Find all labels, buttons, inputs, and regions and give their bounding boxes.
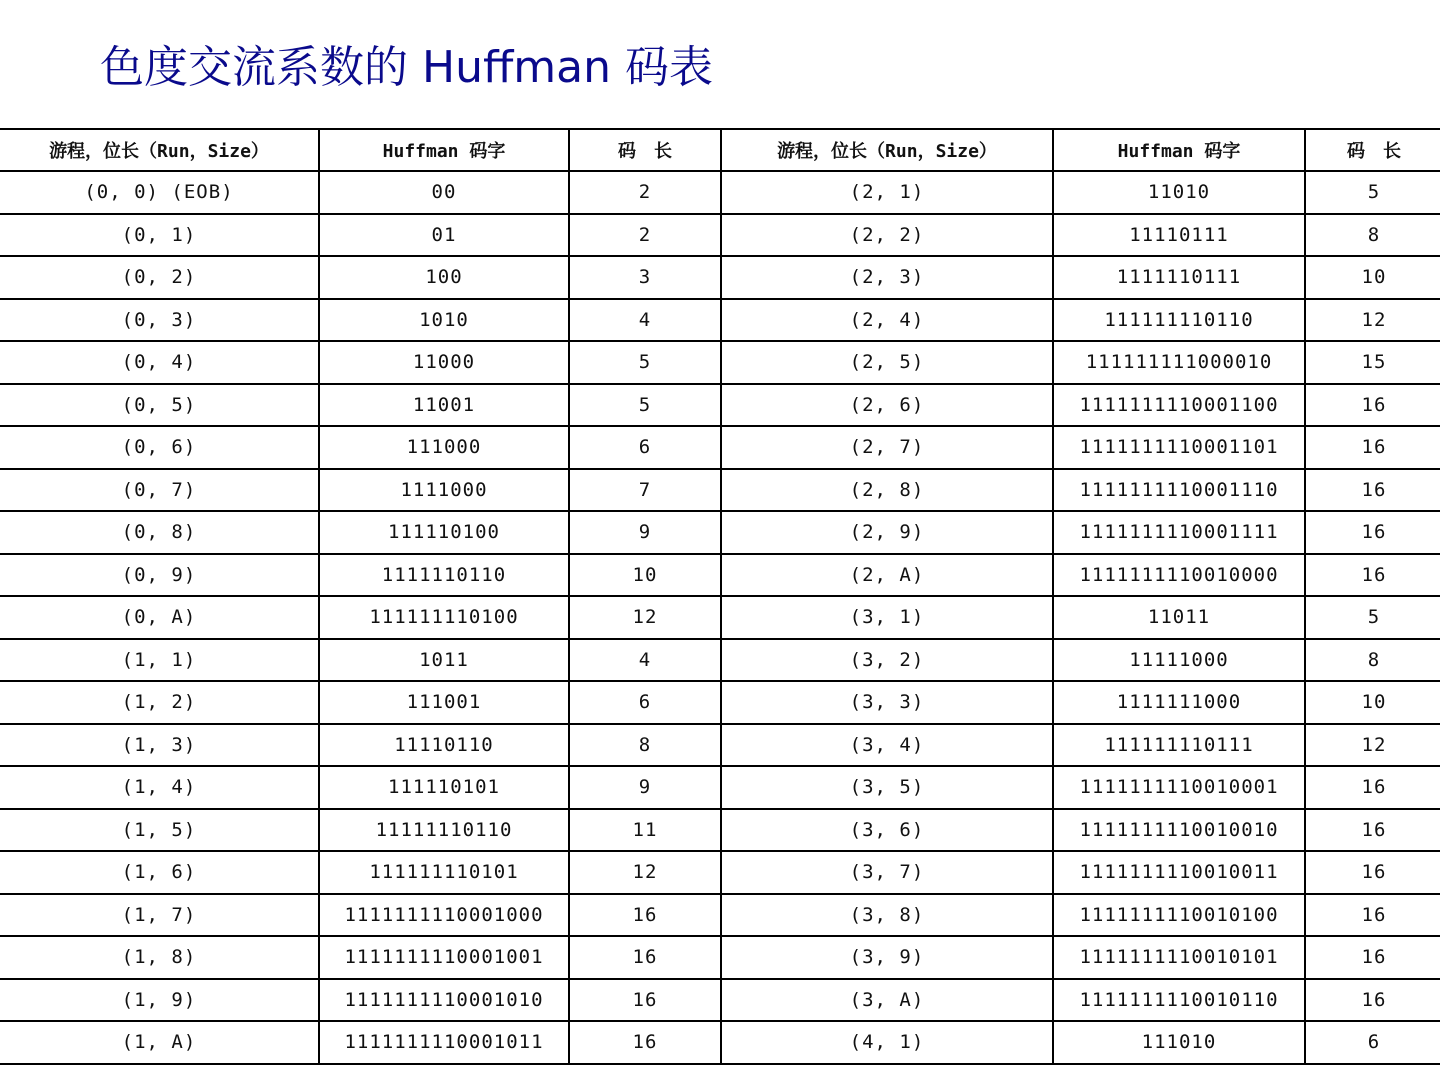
header-huffman-code: Huffman 码字 [1053, 129, 1305, 171]
cell-huffman-code: 1111111110001100 [1053, 384, 1305, 427]
cell-huffman-code: 1111000 [319, 469, 569, 512]
cell-huffman-code: 111111110100 [319, 596, 569, 639]
cell-run-size: (0, 4) [0, 341, 319, 384]
cell-code-length: 6 [1305, 1021, 1440, 1064]
table-row [0, 384, 1440, 427]
cell-huffman-code: 111110101 [319, 766, 569, 809]
cell-huffman-code: 111000 [319, 426, 569, 469]
cell-code-length: 3 [569, 256, 721, 299]
cell-huffman-code: 00 [319, 171, 569, 214]
cell-huffman-code: 01 [319, 214, 569, 257]
cell-huffman-code: 1111111110010110 [1053, 979, 1305, 1022]
cell-code-length: 4 [569, 639, 721, 682]
cell-code-length: 15 [1305, 341, 1440, 384]
cell-huffman-code: 1111111000 [1053, 681, 1305, 724]
table-body [0, 171, 1440, 1064]
cell-code-length: 16 [1305, 384, 1440, 427]
cell-run-size: (2, 9) [721, 511, 1053, 554]
cell-code-length: 10 [1305, 681, 1440, 724]
cell-huffman-code: 11111110110 [319, 809, 569, 852]
cell-code-length: 16 [1305, 554, 1440, 597]
cell-run-size: (2, 7) [721, 426, 1053, 469]
cell-run-size: (0, 9) [0, 554, 319, 597]
cell-code-length: 16 [1305, 936, 1440, 979]
cell-huffman-code: 11010 [1053, 171, 1305, 214]
table-row [0, 766, 1440, 809]
cell-code-length: 16 [1305, 809, 1440, 852]
cell-huffman-code: 1111111110001010 [319, 979, 569, 1022]
table-row [0, 851, 1440, 894]
cell-huffman-code: 111111110110 [1053, 299, 1305, 342]
cell-run-size: (2, 6) [721, 384, 1053, 427]
table-row [0, 341, 1440, 384]
table-row [0, 511, 1440, 554]
cell-huffman-code: 1111111110001011 [319, 1021, 569, 1064]
table-row [0, 979, 1440, 1022]
cell-huffman-code: 1111110111 [1053, 256, 1305, 299]
cell-huffman-code: 1111111110001111 [1053, 511, 1305, 554]
cell-run-size: (3, A) [721, 979, 1053, 1022]
cell-huffman-code: 1111111110010101 [1053, 936, 1305, 979]
cell-run-size: (1, 5) [0, 809, 319, 852]
header-run-size: 游程，位长（Run，Size） [721, 129, 1053, 171]
cell-code-length: 16 [1305, 851, 1440, 894]
header-code-length: 码 长 [1305, 129, 1440, 171]
cell-run-size: (1, 1) [0, 639, 319, 682]
header-run-size: 游程，位长（Run，Size） [0, 129, 319, 171]
cell-code-length: 5 [1305, 596, 1440, 639]
cell-run-size: (0, 3) [0, 299, 319, 342]
cell-huffman-code: 111111110101 [319, 851, 569, 894]
header-code-length: 码 长 [569, 129, 721, 171]
table-row [0, 256, 1440, 299]
cell-huffman-code: 1111111110010011 [1053, 851, 1305, 894]
huffman-code-table [0, 128, 1440, 1065]
cell-code-length: 6 [569, 426, 721, 469]
cell-code-length: 6 [569, 681, 721, 724]
cell-code-length: 2 [569, 171, 721, 214]
cell-code-length: 5 [569, 384, 721, 427]
cell-run-size: (1, 2) [0, 681, 319, 724]
cell-code-length: 7 [569, 469, 721, 512]
cell-code-length: 10 [569, 554, 721, 597]
cell-code-length: 16 [1305, 511, 1440, 554]
cell-code-length: 8 [1305, 639, 1440, 682]
cell-run-size: (2, 2) [721, 214, 1053, 257]
cell-run-size: (0, 7) [0, 469, 319, 512]
cell-code-length: 12 [1305, 299, 1440, 342]
cell-huffman-code: 11110111 [1053, 214, 1305, 257]
cell-huffman-code: 1111111110001000 [319, 894, 569, 937]
cell-run-size: (2, 5) [721, 341, 1053, 384]
cell-run-size: (2, 3) [721, 256, 1053, 299]
cell-run-size: (0, 1) [0, 214, 319, 257]
table-row [0, 894, 1440, 937]
cell-run-size: (1, 7) [0, 894, 319, 937]
cell-code-length: 16 [1305, 766, 1440, 809]
cell-run-size: (3, 8) [721, 894, 1053, 937]
cell-run-size: (1, 6) [0, 851, 319, 894]
cell-huffman-code: 100 [319, 256, 569, 299]
table-row [0, 809, 1440, 852]
cell-huffman-code: 111111111000010 [1053, 341, 1305, 384]
table-row [0, 554, 1440, 597]
cell-code-length: 16 [1305, 469, 1440, 512]
table-row [0, 639, 1440, 682]
cell-run-size: (0, 2) [0, 256, 319, 299]
cell-run-size: (0, A) [0, 596, 319, 639]
cell-run-size: (0, 6) [0, 426, 319, 469]
cell-code-length: 5 [1305, 171, 1440, 214]
cell-huffman-code: 111110100 [319, 511, 569, 554]
cell-run-size: (1, A) [0, 1021, 319, 1064]
cell-code-length: 8 [1305, 214, 1440, 257]
cell-run-size: (3, 3) [721, 681, 1053, 724]
table-row [0, 936, 1440, 979]
cell-code-length: 12 [569, 851, 721, 894]
table-row [0, 214, 1440, 257]
table-row [0, 681, 1440, 724]
cell-huffman-code: 11011 [1053, 596, 1305, 639]
cell-huffman-code: 111001 [319, 681, 569, 724]
cell-huffman-code: 1111111110001001 [319, 936, 569, 979]
table-row [0, 171, 1440, 214]
cell-run-size: (2, 4) [721, 299, 1053, 342]
cell-huffman-code: 1011 [319, 639, 569, 682]
cell-huffman-code: 1111111110010010 [1053, 809, 1305, 852]
cell-run-size: (3, 1) [721, 596, 1053, 639]
cell-run-size: (3, 9) [721, 936, 1053, 979]
cell-code-length: 5 [569, 341, 721, 384]
cell-run-size: (3, 7) [721, 851, 1053, 894]
cell-huffman-code: 1111111110010100 [1053, 894, 1305, 937]
cell-huffman-code: 1111110110 [319, 554, 569, 597]
table-row [0, 724, 1440, 767]
cell-huffman-code: 111111110111 [1053, 724, 1305, 767]
cell-code-length: 9 [569, 511, 721, 554]
cell-run-size: (2, A) [721, 554, 1053, 597]
cell-run-size: (3, 5) [721, 766, 1053, 809]
cell-huffman-code: 1111111110001101 [1053, 426, 1305, 469]
cell-run-size: (3, 6) [721, 809, 1053, 852]
cell-code-length: 16 [1305, 426, 1440, 469]
header-huffman-code: Huffman 码字 [319, 129, 569, 171]
cell-code-length: 16 [569, 1021, 721, 1064]
cell-run-size: (3, 4) [721, 724, 1053, 767]
cell-code-length: 16 [569, 894, 721, 937]
cell-huffman-code: 11001 [319, 384, 569, 427]
cell-code-length: 16 [1305, 979, 1440, 1022]
cell-code-length: 12 [1305, 724, 1440, 767]
cell-run-size: (2, 1) [721, 171, 1053, 214]
cell-run-size: (1, 3) [0, 724, 319, 767]
cell-huffman-code: 1111111110010001 [1053, 766, 1305, 809]
cell-run-size: (2, 8) [721, 469, 1053, 512]
cell-huffman-code: 11111000 [1053, 639, 1305, 682]
cell-code-length: 12 [569, 596, 721, 639]
cell-code-length: 4 [569, 299, 721, 342]
cell-run-size: (1, 4) [0, 766, 319, 809]
cell-run-size: (0, 8) [0, 511, 319, 554]
table-row [0, 426, 1440, 469]
cell-code-length: 11 [569, 809, 721, 852]
cell-run-size: (3, 2) [721, 639, 1053, 682]
cell-run-size: (1, 9) [0, 979, 319, 1022]
cell-code-length: 16 [569, 979, 721, 1022]
cell-huffman-code: 111010 [1053, 1021, 1305, 1064]
cell-code-length: 16 [569, 936, 721, 979]
table-row [0, 596, 1440, 639]
cell-code-length: 10 [1305, 256, 1440, 299]
cell-huffman-code: 1111111110001110 [1053, 469, 1305, 512]
cell-code-length: 2 [569, 214, 721, 257]
cell-code-length: 16 [1305, 894, 1440, 937]
cell-run-size: (0, 0) (EOB) [0, 171, 319, 214]
cell-huffman-code: 1010 [319, 299, 569, 342]
cell-huffman-code: 1111111110010000 [1053, 554, 1305, 597]
table-row [0, 469, 1440, 512]
cell-code-length: 9 [569, 766, 721, 809]
cell-huffman-code: 11110110 [319, 724, 569, 767]
cell-code-length: 8 [569, 724, 721, 767]
cell-huffman-code: 11000 [319, 341, 569, 384]
table-row [0, 1021, 1440, 1064]
cell-run-size: (1, 8) [0, 936, 319, 979]
table-header-row [0, 129, 1440, 171]
table-row [0, 299, 1440, 342]
cell-run-size: (4, 1) [721, 1021, 1053, 1064]
cell-run-size: (0, 5) [0, 384, 319, 427]
page-title: 色度交流系数的 Huffman 码表 [100, 42, 713, 93]
